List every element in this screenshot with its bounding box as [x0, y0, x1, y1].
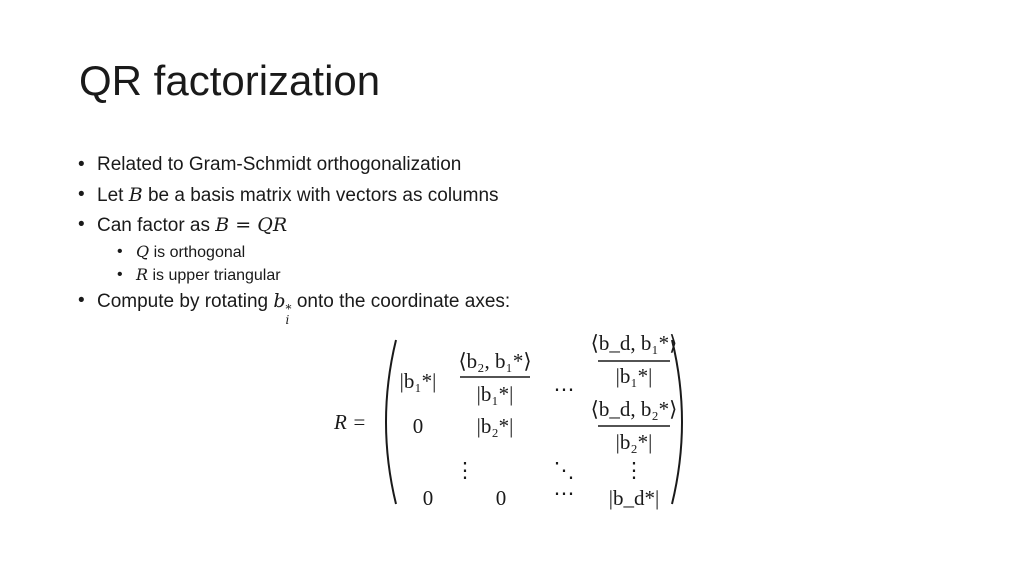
- cell-r4c4: |b_d*|: [608, 486, 660, 510]
- right-paren: [672, 340, 682, 504]
- r-matrix-svg: [330, 332, 700, 512]
- bullet-factor: [78, 212, 510, 242]
- math-R: R: [136, 265, 149, 284]
- cell-r4c3: ⋯: [553, 481, 575, 505]
- slide-title: QR factorization: [79, 57, 381, 104]
- bullet-list: [78, 152, 511, 327]
- bullet-prefix: Can factor as: [97, 215, 216, 236]
- subbullet-orthogonal: [78, 242, 510, 265]
- bullet-suffix: is orthogonal: [149, 244, 246, 261]
- bullet-suffix: is upper triangular: [148, 267, 281, 284]
- cell-r1c2-numerator: ⟨b₂, b₁*⟩: [458, 349, 532, 373]
- math-B: B: [128, 184, 143, 206]
- cell-r2c2: |b₂*|: [476, 414, 514, 438]
- math-B-eq-QR: B = QR: [215, 214, 288, 236]
- cell-r1c2-denominator: |b₁*|: [476, 382, 514, 406]
- cell-r1c4-denominator: |b₁*|: [615, 364, 653, 388]
- left-paren: [386, 340, 396, 504]
- bullet-prefix: Let: [97, 185, 129, 206]
- bullet-basis-matrix: [78, 182, 510, 212]
- matrix-lhs: R =: [334, 410, 367, 434]
- bullet-suffix: onto the coordinate axes:: [291, 291, 511, 312]
- math-sub: i: [285, 313, 290, 327]
- subbullet-upper-triangular: [78, 265, 510, 288]
- bullet-prefix: Compute by rotating: [97, 291, 274, 312]
- cell-r2c4-numerator: ⟨b_d, b₂*⟩: [590, 397, 678, 421]
- cell-r1c1: |b₁*|: [399, 369, 437, 393]
- bullet-suffix: be a basis matrix with vectors as columns: [142, 185, 499, 206]
- bullet-compute: [78, 288, 511, 327]
- cell-r2c4-denominator: |b₂*|: [615, 430, 653, 454]
- cell-r4c2: 0: [495, 486, 507, 510]
- math-b-i-star: [273, 290, 292, 327]
- cell-r3c2: ⋮: [454, 458, 476, 482]
- cell-r1c3: ⋯: [553, 377, 575, 401]
- cell-r2c1: 0: [412, 414, 424, 438]
- cell-r4c1: 0: [422, 486, 434, 510]
- math-sup: *: [285, 302, 292, 316]
- cell-r1c4-numerator: ⟨b_d, b₁*⟩: [590, 332, 678, 355]
- cell-r3c4: ⋮: [623, 458, 645, 482]
- math-Q: Q: [136, 242, 150, 261]
- r-matrix-equation: [330, 332, 700, 512]
- cell-r3c3: ⋱: [553, 458, 575, 482]
- bullet-text: Related to Gram-Schmidt orthogonalization: [97, 154, 462, 175]
- bullet-gram-schmidt: [78, 152, 510, 182]
- math-b: b: [273, 290, 286, 312]
